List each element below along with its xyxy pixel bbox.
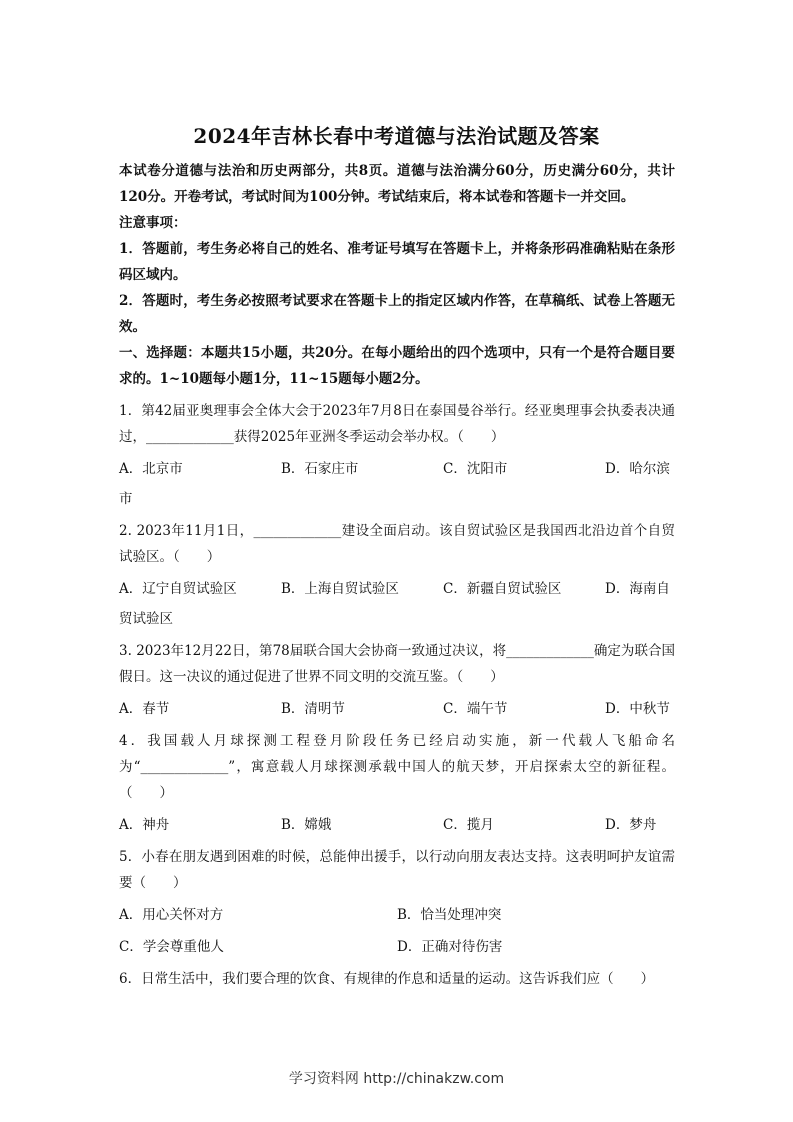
option-continuation: 贸试验区 (119, 611, 173, 627)
option-a: A．春节 (119, 701, 170, 717)
question-stem: 5．小春在朋友遇到困难的时候，总能伸出援手，以行动向朋友表达支持。这表明呵护友谊需要（ ） (119, 849, 675, 891)
option-c: C．端午节 (443, 701, 508, 717)
option-b: B．清明节 (281, 701, 345, 717)
notice-title: 注意事项： (119, 215, 187, 231)
option-row (119, 812, 675, 838)
option-d: D．正确对待伤害 (397, 939, 503, 955)
option-d: D．海南自 (605, 581, 670, 597)
option-row (119, 576, 675, 602)
option-d: D．哈尔滨 (605, 461, 670, 477)
question-3 (119, 638, 675, 722)
option-a: A．辽宁自贸试验区 (119, 581, 237, 597)
question-stem: 6．日常生活中，我们要合理的饮食、有规律的作息和适量的运动。这告诉我们应（ ） (119, 971, 655, 987)
option-a: A．神舟 (119, 817, 170, 833)
option-row (119, 696, 675, 722)
option-continuation: 市 (119, 491, 133, 507)
option-b: B．恰当处理冲突 (397, 907, 502, 923)
notice-item-2: 2．答题时，考生务必按照考试要求在答题卡上的指定区域内作答，在草稿纸、试卷上答题无效。 (119, 293, 675, 335)
option-c: C．揽月 (443, 817, 494, 833)
question-stem: 3. 2023年12月22日，第78届联合国大会协商一致通过决议，将_____________确定为联合国假日。这一决议的通过促进了世界不同文明的交流互鉴。（ ） (119, 643, 675, 685)
footer-watermark: 学习资料网 http://chinakzw.com (288, 1071, 505, 1087)
option-b: B．嫦娥 (281, 817, 332, 833)
option-c: C．沈阳市 (443, 461, 508, 477)
option-row (119, 934, 675, 960)
question-6 (119, 966, 675, 992)
question-stem: 1．第42届亚奥理事会全体大会于2023年7月8日在泰国曼谷举行。经亚奥理事会执委表决通过，_____________获得2025年亚洲冬季运动会举办权。（ ） (119, 403, 675, 445)
question-4 (119, 728, 675, 838)
option-b: B．石家庄市 (281, 461, 359, 477)
option-c: C．新疆自贸试验区 (443, 581, 562, 597)
option-a: A．用心关怀对方 (119, 907, 224, 923)
question-stem: 4．我国载人月球探测工程登月阶段任务已经启动实施，新一代载人飞船命名为“_____________”，寓意载人月球探测承载中国人的航天梦，开启探索太空的新征程。（ ） (119, 733, 675, 801)
question-2 (119, 518, 675, 632)
option-a: A．北京市 (119, 461, 183, 477)
option-b: B．上海自贸试验区 (281, 581, 399, 597)
question-5 (119, 844, 675, 960)
intro-text: 本试卷分道德与法治和历史两部分，共8页。道德与法治满分60分，历史满分60分，共计120分。开卷考试，考试时间为100分钟。考试结束后，将本试卷和答题卡一并交回。 (119, 163, 675, 205)
section-heading: 一、选择题：本题共15小题，共20分。在每小题给出的四个选项中，只有一个是符合题目要求的。1~10题每小题1分，11~15题每小题2分。 (119, 345, 675, 387)
question-1 (119, 398, 675, 512)
option-d: D．梦舟 (605, 817, 657, 833)
page-title: 2024年吉林长春中考道德与法治试题及答案 (193, 124, 600, 148)
option-row (119, 456, 675, 482)
option-row (119, 902, 675, 928)
exam-content (119, 158, 675, 992)
option-d: D．中秋节 (605, 701, 670, 717)
option-c: C．学会尊重他人 (119, 939, 224, 955)
notice-item-1: 1．答题前，考生务必将自己的姓名、准考证号填写在答题卡上，并将条形码准确粘贴在条形码区域内。 (119, 241, 675, 283)
question-stem: 2. 2023年11月1日，_____________建设全面启动。该自贸试验区是我国西北沿边首个自贸试验区。（ ） (119, 523, 675, 565)
